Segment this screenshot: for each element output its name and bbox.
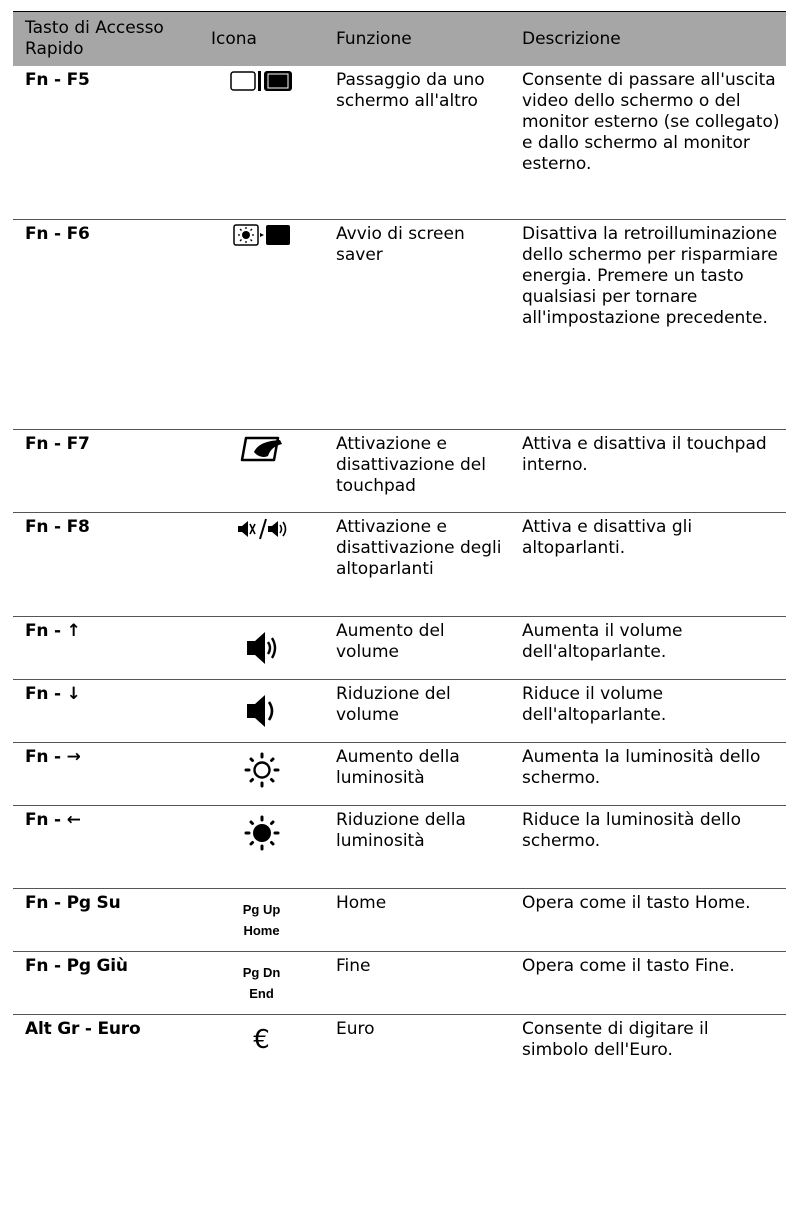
hotkey-label: Fn - F6 [13, 219, 199, 429]
page-down-end-icon: Pg Dn End [242, 964, 281, 1001]
screen-blank-icon [233, 224, 291, 246]
function-text: Riduzione della luminosità [324, 805, 510, 888]
description-text: Aumenta il volume dell'altoparlante. [510, 616, 786, 679]
hotkey-label: Fn - F5 [13, 66, 199, 219]
hotkey-label: Fn - → [13, 742, 199, 805]
table-row [13, 888, 786, 951]
header-function: Funzione [324, 12, 510, 67]
euro-icon: € [253, 1024, 270, 1055]
description-text: Consente di passare all'uscita video dello schermo o del monitor esterno (se collegato) e dallo schermo al monitor esterno. [510, 66, 786, 219]
function-text: Aumento del volume [324, 616, 510, 679]
function-text: Avvio di screen saver [324, 219, 510, 429]
table-row [13, 616, 786, 679]
hotkey-label: Alt Gr - Euro [25, 1018, 141, 1039]
table-row [13, 219, 786, 429]
hotkey-label: Fn - ↓ [13, 679, 199, 742]
function-text: Attivazione e disattivazione del touchpad [324, 429, 510, 512]
brightness-up-icon [243, 751, 281, 789]
header-description: Descrizione [510, 12, 786, 67]
description-text: Riduce il volume dell'altoparlante. [510, 679, 786, 742]
description-text: Opera come il tasto Fine. [510, 951, 786, 1014]
description-text: Attiva e disattiva gli altoparlanti. [510, 512, 786, 616]
table-row [13, 951, 786, 1014]
description-text: Disattiva la retroilluminazione dello schermo per risparmiare energia. Premere un tasto qualsiasi per tornare all'impostazione precedente. [510, 219, 786, 429]
function-text: Fine [324, 951, 510, 1014]
volume-up-icon [245, 629, 279, 667]
description-text: Opera come il tasto Home. [510, 888, 786, 951]
function-text: Riduzione del volume [324, 679, 510, 742]
hotkey-label: Fn - Pg Giù [13, 951, 199, 1014]
description-text: Consente di digitare il simbolo dell'Euro. [522, 1018, 709, 1060]
volume-down-icon [245, 692, 279, 730]
brightness-down-icon [243, 814, 281, 852]
function-text: Euro [336, 1018, 375, 1039]
function-text: Passaggio da uno schermo all'altro [324, 66, 510, 219]
table-row [13, 512, 786, 616]
header-icon: Icona [199, 12, 324, 67]
function-text: Home [324, 888, 510, 951]
function-text: Attivazione e disattivazione degli altoparlanti [324, 512, 510, 616]
table-row [13, 805, 786, 888]
hotkey-label: Fn - ← [13, 805, 199, 888]
page-up-home-icon: Pg Up Home [242, 901, 281, 938]
display-toggle-icon [230, 70, 294, 92]
speaker-toggle-icon [236, 517, 288, 541]
hotkey-label: Fn - F7 [13, 429, 199, 512]
hotkey-label: Fn - Pg Su [13, 888, 199, 951]
table-row [13, 742, 786, 805]
table-header-row [13, 12, 786, 67]
table-row [13, 679, 786, 742]
touchpad-toggle-icon [240, 434, 284, 464]
hotkey-label: Fn - ↑ [13, 616, 199, 679]
function-text: Aumento della luminosità [324, 742, 510, 805]
description-text: Riduce la luminosità dello schermo. [510, 805, 786, 888]
hotkey-label: Fn - F8 [13, 512, 199, 616]
header-key: Tasto di Accesso Rapido [13, 12, 199, 67]
hotkey-table [13, 11, 786, 1077]
description-text: Aumenta la luminosità dello schermo. [510, 742, 786, 805]
table-row [13, 1014, 786, 1077]
table-row [13, 66, 786, 219]
description-text: Attiva e disattiva il touchpad interno. [510, 429, 786, 512]
table-row [13, 429, 786, 512]
